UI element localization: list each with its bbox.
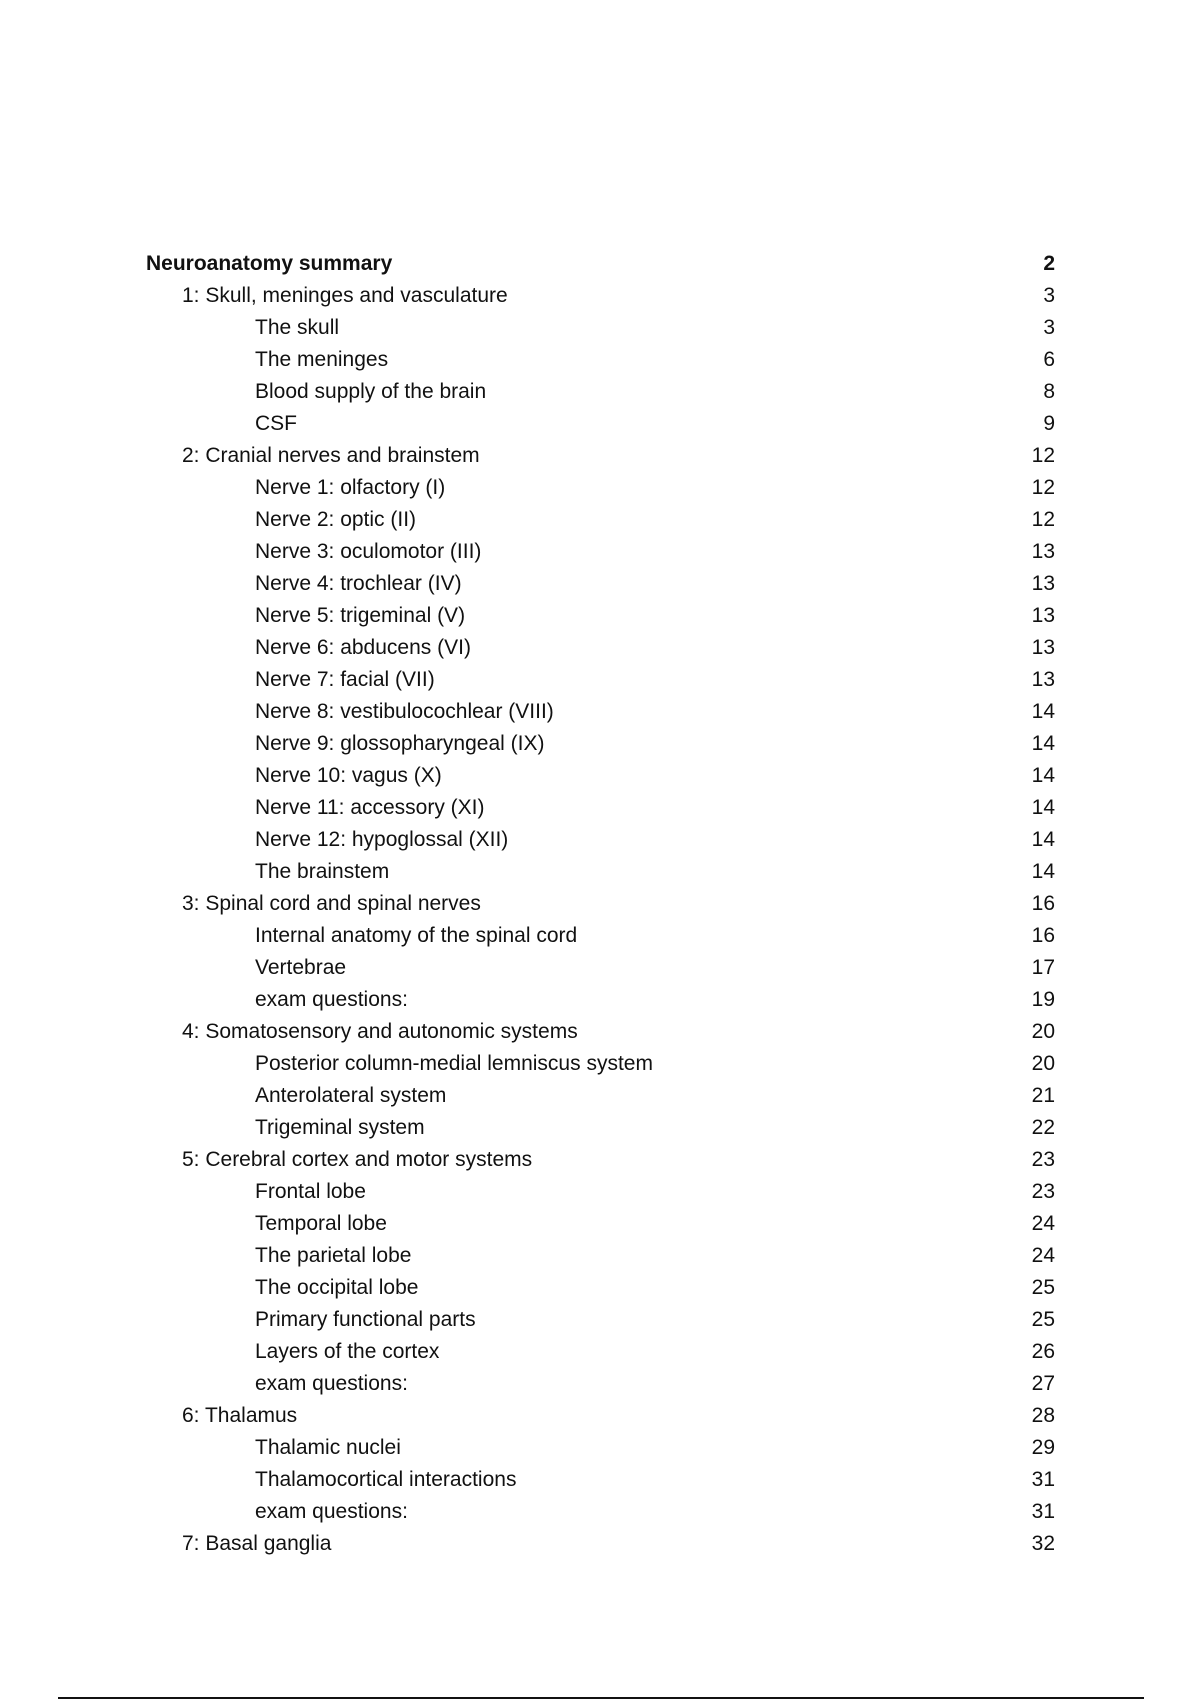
- toc-entry-label: Nerve 7: facial (VII): [255, 668, 435, 691]
- toc-entry-label: Blood supply of the brain: [255, 380, 487, 403]
- toc-entry-label: Temporal lobe: [255, 1212, 387, 1235]
- table-of-contents: [0, 250, 1200, 1562]
- toc-entry-page-number: 8: [1043, 380, 1055, 403]
- toc-section-entry[interactable]: [0, 1274, 1200, 1306]
- toc-title-entry[interactable]: [0, 250, 1200, 282]
- toc-entry-page-number: 9: [1043, 412, 1055, 435]
- toc-entry-label: Vertebrae: [255, 956, 347, 979]
- toc-section-entry[interactable]: [0, 794, 1200, 826]
- toc-entry-page-number: 3: [1043, 316, 1055, 339]
- toc-section-entry[interactable]: [0, 698, 1200, 730]
- toc-entry-page-number: 25: [1031, 1276, 1055, 1299]
- toc-entry-label: 3: Spinal cord and spinal nerves: [182, 892, 481, 915]
- toc-entry-label: 5: Cerebral cortex and motor systems: [182, 1148, 533, 1171]
- toc-entry-label: 2: Cranial nerves and brainstem: [182, 444, 480, 467]
- toc-section-entry[interactable]: [0, 986, 1200, 1018]
- toc-entry-page-number: 14: [1031, 860, 1055, 883]
- toc-section-entry[interactable]: [0, 1306, 1200, 1338]
- toc-section-entry[interactable]: [0, 1082, 1200, 1114]
- toc-entry-label: Nerve 10: vagus (X): [255, 764, 442, 787]
- toc-entry-page-number: 17: [1031, 956, 1055, 979]
- toc-entry-label: Nerve 5: trigeminal (V): [255, 604, 466, 627]
- toc-entry-page-number: 28: [1031, 1404, 1055, 1427]
- toc-entry-label: Neuroanatomy summary: [146, 252, 393, 275]
- toc-entry-label: The occipital lobe: [255, 1276, 419, 1299]
- toc-chapter-entry[interactable]: [0, 282, 1200, 314]
- toc-entry-label: Nerve 1: olfactory (I): [255, 476, 446, 499]
- toc-entry-label: 1: Skull, meninges and vasculature: [182, 284, 508, 307]
- toc-chapter-entry[interactable]: [0, 1402, 1200, 1434]
- toc-entry-label: The parietal lobe: [255, 1244, 412, 1267]
- toc-chapter-entry[interactable]: [0, 890, 1200, 922]
- toc-entry-label: Internal anatomy of the spinal cord: [255, 924, 578, 947]
- toc-chapter-entry[interactable]: [0, 1530, 1200, 1562]
- toc-entry-label: Nerve 11: accessory (XI): [255, 796, 485, 819]
- toc-section-entry[interactable]: [0, 1434, 1200, 1466]
- toc-entry-page-number: 24: [1031, 1212, 1055, 1235]
- toc-section-entry[interactable]: [0, 474, 1200, 506]
- toc-entry-page-number: 26: [1031, 1340, 1055, 1363]
- toc-section-entry[interactable]: [0, 826, 1200, 858]
- toc-entry-label: Nerve 8: vestibulocochlear (VIII): [255, 700, 554, 723]
- toc-entry-label: Posterior column-medial lemniscus system: [255, 1052, 653, 1075]
- toc-entry-label: Trigeminal system: [255, 1116, 425, 1139]
- toc-section-entry[interactable]: [0, 1242, 1200, 1274]
- toc-entry-page-number: 14: [1031, 764, 1055, 787]
- toc-entry-page-number: 23: [1031, 1148, 1055, 1171]
- toc-section-entry[interactable]: [0, 410, 1200, 442]
- toc-entry-label: Anterolateral system: [255, 1084, 447, 1107]
- toc-entry-page-number: 13: [1031, 604, 1055, 627]
- toc-entry-page-number: 13: [1031, 636, 1055, 659]
- toc-entry-label: Layers of the cortex: [255, 1340, 440, 1363]
- toc-entry-page-number: 20: [1031, 1052, 1055, 1075]
- toc-section-entry[interactable]: [0, 346, 1200, 378]
- toc-entry-page-number: 13: [1031, 668, 1055, 691]
- toc-entry-label: Thalamocortical interactions: [255, 1468, 517, 1491]
- toc-entry-label: The meninges: [255, 348, 389, 371]
- toc-entry-label: CSF: [255, 412, 297, 435]
- toc-section-entry[interactable]: [0, 506, 1200, 538]
- toc-section-entry[interactable]: [0, 666, 1200, 698]
- toc-section-entry[interactable]: [0, 1050, 1200, 1082]
- toc-entry-label: Thalamic nuclei: [255, 1436, 401, 1459]
- toc-entry-page-number: 24: [1031, 1244, 1055, 1267]
- toc-section-entry[interactable]: [0, 1210, 1200, 1242]
- toc-entry-label: The brainstem: [255, 860, 390, 883]
- toc-entry-page-number: 12: [1031, 444, 1055, 467]
- toc-entry-label: Primary functional parts: [255, 1308, 476, 1331]
- toc-entry-page-number: 13: [1031, 540, 1055, 563]
- toc-section-entry[interactable]: [0, 1338, 1200, 1370]
- toc-section-entry[interactable]: [0, 730, 1200, 762]
- toc-entry-label: Nerve 12: hypoglossal (XII): [255, 828, 509, 851]
- toc-entry-label: 7: Basal ganglia: [182, 1532, 332, 1555]
- toc-entry-label: exam questions:: [255, 1372, 408, 1395]
- toc-entry-page-number: 6: [1043, 348, 1055, 371]
- toc-section-entry[interactable]: [0, 922, 1200, 954]
- toc-entry-label: Nerve 4: trochlear (IV): [255, 572, 462, 595]
- toc-entry-label: Frontal lobe: [255, 1180, 366, 1203]
- toc-entry-page-number: 16: [1031, 892, 1055, 915]
- toc-entry-page-number: 22: [1031, 1116, 1055, 1139]
- toc-section-entry[interactable]: [0, 1466, 1200, 1498]
- toc-entry-page-number: 12: [1031, 476, 1055, 499]
- toc-entry-page-number: 14: [1031, 828, 1055, 851]
- toc-chapter-entry[interactable]: [0, 442, 1200, 474]
- toc-entry-page-number: 25: [1031, 1308, 1055, 1331]
- toc-entry-label: Nerve 2: optic (II): [255, 508, 417, 531]
- toc-section-entry[interactable]: [0, 1114, 1200, 1146]
- toc-entry-label: The skull: [255, 316, 340, 339]
- toc-entry-label: 6: Thalamus: [182, 1404, 298, 1427]
- toc-entry-page-number: 12: [1031, 508, 1055, 531]
- toc-section-entry[interactable]: [0, 1178, 1200, 1210]
- toc-section-entry[interactable]: [0, 314, 1200, 346]
- toc-section-entry[interactable]: [0, 378, 1200, 410]
- toc-chapter-entry[interactable]: [0, 1018, 1200, 1050]
- toc-section-entry[interactable]: [0, 538, 1200, 570]
- toc-entry-page-number: 31: [1031, 1468, 1055, 1491]
- toc-section-entry[interactable]: [0, 570, 1200, 602]
- toc-entry-page-number: 29: [1031, 1436, 1055, 1459]
- toc-entry-page-number: 23: [1031, 1180, 1055, 1203]
- toc-section-entry[interactable]: [0, 858, 1200, 890]
- toc-section-entry[interactable]: [0, 762, 1200, 794]
- toc-entry-page-number: 14: [1031, 796, 1055, 819]
- toc-section-entry[interactable]: [0, 602, 1200, 634]
- toc-entry-label: exam questions:: [255, 988, 408, 1011]
- toc-section-entry[interactable]: [0, 1370, 1200, 1402]
- toc-entry-label: Nerve 9: glossopharyngeal (IX): [255, 732, 545, 755]
- toc-entry-label: Nerve 3: oculomotor (III): [255, 540, 482, 563]
- toc-chapter-entry[interactable]: [0, 1146, 1200, 1178]
- toc-entry-page-number: 27: [1031, 1372, 1055, 1395]
- toc-entry-label: 4: Somatosensory and autonomic systems: [182, 1020, 578, 1043]
- footer-divider: [58, 1697, 1144, 1699]
- toc-entry-page-number: 31: [1031, 1500, 1055, 1523]
- toc-entry-page-number: 32: [1031, 1532, 1055, 1555]
- toc-entry-label: exam questions:: [255, 1500, 408, 1523]
- toc-section-entry[interactable]: [0, 954, 1200, 986]
- toc-entry-page-number: 21: [1031, 1084, 1055, 1107]
- toc-entry-page-number: 2: [1043, 252, 1055, 275]
- toc-entry-label: Nerve 6: abducens (VI): [255, 636, 471, 659]
- toc-section-entry[interactable]: [0, 1498, 1200, 1530]
- toc-entry-page-number: 20: [1031, 1020, 1055, 1043]
- toc-entry-page-number: 16: [1031, 924, 1055, 947]
- toc-entry-page-number: 19: [1031, 988, 1055, 1011]
- toc-entry-page-number: 14: [1031, 700, 1055, 723]
- toc-entry-page-number: 14: [1031, 732, 1055, 755]
- toc-entry-page-number: 3: [1043, 284, 1055, 307]
- toc-entry-page-number: 13: [1031, 572, 1055, 595]
- toc-section-entry[interactable]: [0, 634, 1200, 666]
